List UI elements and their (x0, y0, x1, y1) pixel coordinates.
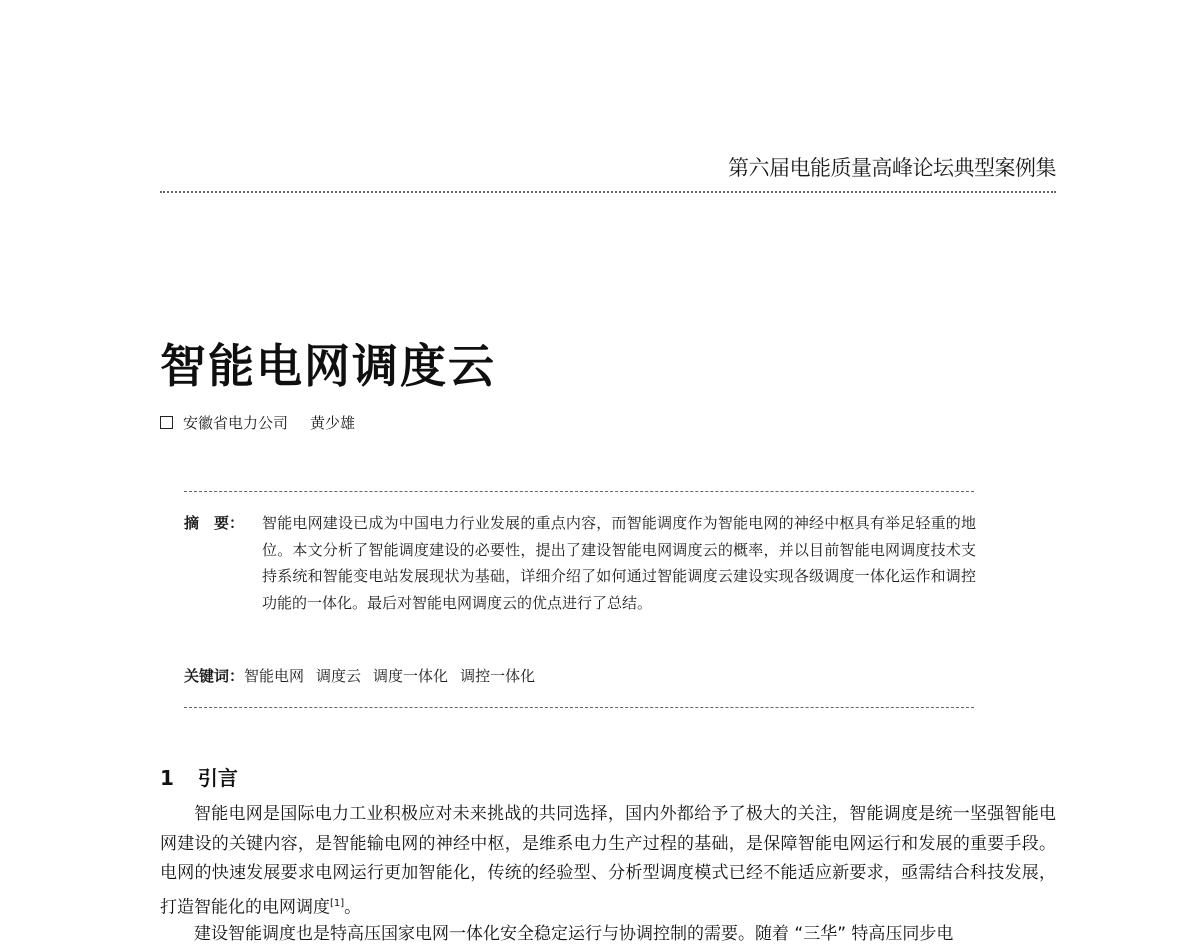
section-number: 1 (160, 766, 174, 790)
running-header: 第六届电能质量高峰论坛典型案例集 (728, 156, 1056, 180)
paragraph-text: 智能电网是国际电力工业积极应对未来挑战的共同选择，国内外都给予了极大的关注，智能调度是统一坚强智能电网建设的关键内容，是智能输电网的神经中枢，是维系电力生产过程的基础，是保障智能电网运行和发展的重要手段。电网的快速发展要求电网运行更加智能化，传统的经验型、分析型调度模式已经不能适应新要求，亟需结合科技发展，打造智能化的电网调度 (160, 804, 1056, 918)
abstract-bottom-divider (184, 707, 974, 708)
section-title: 引言 (197, 766, 238, 790)
abstract-block (184, 510, 976, 616)
header-divider (160, 191, 1056, 193)
abstract-text: 智能电网建设已成为中国电力行业发展的重点内容，而智能调度作为智能电网的神经中枢具有举足轻重的地位。本文分析了智能调度建设的必要性，提出了建设智能电网调度云的概率，并以目前智能电网调度技术支持系统和智能变电站发展现状为基础，详细介绍了如何通过智能调度云建设实现各级调度一体化运作和调控功能的一体化。最后对智能电网调度云的优点进行了总结。 (262, 514, 976, 612)
section-heading (160, 762, 238, 791)
paper-title: 智能电网调度云 (160, 339, 496, 393)
author-name: 黄少雄 (310, 414, 356, 432)
byline (160, 412, 355, 433)
paragraph-end: 。 (344, 897, 362, 918)
citation: [1] (330, 897, 345, 909)
body-paragraph (160, 800, 1056, 923)
body-paragraph: 建设智能调度也是特高压国家电网一体化安全稳定运行与协调控制的需要。随着 “三华” 特高压同步电 (194, 924, 954, 944)
checkbox-square-icon (160, 416, 173, 429)
keyword: 调度一体化 (373, 667, 449, 685)
keyword: 智能电网 (244, 667, 305, 685)
keywords-label: 关键词： (184, 667, 245, 685)
abstract-top-divider (184, 491, 974, 492)
keyword: 调度云 (316, 667, 362, 685)
keywords-block (184, 665, 976, 686)
affiliation: 安徽省电力公司 (183, 414, 289, 432)
abstract-label: 摘 要： (184, 514, 245, 532)
keyword: 调控一体化 (460, 667, 536, 685)
